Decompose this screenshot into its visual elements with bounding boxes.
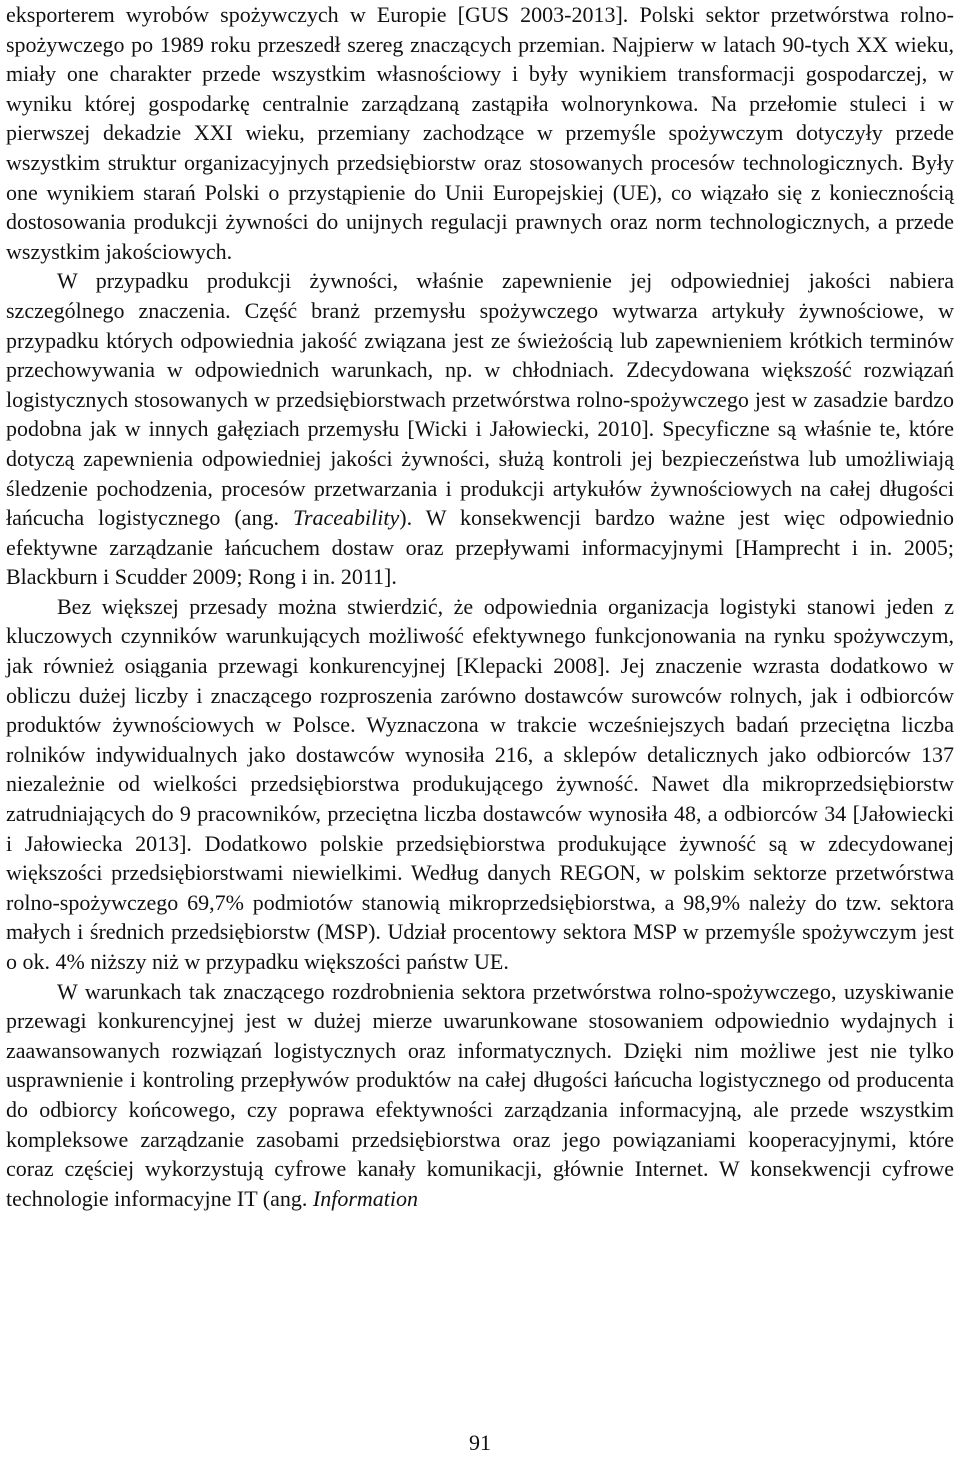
paragraph-4 bbox=[6, 977, 954, 1214]
paragraph-1 bbox=[6, 0, 954, 266]
document-page bbox=[6, 0, 954, 1213]
paragraph-3 bbox=[6, 592, 954, 977]
paragraph-2-term-traceability: Traceability bbox=[292, 505, 400, 531]
paragraph-4-term-information: Information bbox=[312, 1185, 418, 1211]
page-number: 91 bbox=[469, 1430, 491, 1455]
paragraph-1-text: eksporterem wyrobów spożywczych w Europie [GUS 2003-2013]. Polski sektor przetwórstwa rolno-spożywczego po 1989 roku przeszedł szereg znaczących przemian. Najpierw w latach 90-tych XX wieku, miały one charakter przede wszystkim własnościowy i były wynikiem transformacji gospodarczej, w wyniku której gospodarkę centralnie zarządzaną zastąpiła wolnorynkowa. Na przełomie stuleci i w pierwszej dekadzie XXI wieku, przemiany zachodzące w przemyśle spożywczym dotyczyły przede wszystkim struktur organizacyjnych przedsiębiorstw oraz stosowanych procesów technologicznych. Były one wynikiem starań Polski o przystąpienie do Unii Europejskiej (UE), co wiązało się z koniecznością dostosowania produkcji żywności do unijnych regulacji prawnych oraz norm technologicznych, a przede wszystkim jakościowych. bbox=[6, 2, 954, 264]
paragraph-4-text: W warunkach tak znaczącego rozdrobnienia sektora przetwórstwa rolno-spożywczego, uzyskiwanie przewagi konkurencyjnej jest w dużej mierze uwarunkowane stosowaniem odpowiednio wydajnych i zaawansowanych rozwiązań logistycznych oraz informatycznych. Dzięki nim możliwe jest nie tylko usprawnienie i kontroling przepływów produktów na całej długości łańcucha logistycznego od producenta do odbiorcy końcowego, czy poprawa efektywności zarządzania informacyjną, ale przede wszystkim kompleksowe zarządzanie zasobami przedsiębiorstwa oraz jego powiązaniami kooperacyjnymi, które coraz częściej wykorzystują cyfrowe kanały komunikacji, głównie Internet. W konsekwencji cyfrowe technologie informacyjne IT (ang. bbox=[6, 978, 954, 1211]
paragraph-2 bbox=[6, 266, 954, 592]
paragraph-2-text-a: W przypadku produkcji żywności, właśnie zapewnienie jej odpowiedniej jakości nabiera szczególnego znaczenia. Część branż przemysłu spożywczego wytwarza artykuły żywnościowe, w przypadku których odpowiednia jakość związana jest ze świeżością lub zapewnieniem krótkich terminów przechowywania w odpowiednich warunkach, np. w chłodniach. Zdecydowana większość rozwiązań logistycznych stosowanych w przedsiębiorstwach przetwórstwa rolno-spożywczego jest w zasadzie bardzo podobna jak w innych gałęziach przemysłu [Wicki i Jałowiecki, 2010]. Specyficzne są właśnie te, które dotyczą zapewnienia odpowiedniej jakości żywności, służą kontroli jej bezpieczeństwa lub umożliwiają śledzenie pochodzenia, procesów przetwarzania i produkcji artykułów żywnościowych na całej długości łańcucha logistycznego (ang. bbox=[6, 268, 954, 531]
paragraph-3-text: Bez większej przesady można stwierdzić, że odpowiednia organizacja logistyki stanowi jeden z kluczowych czynników warunkujących możliwość efektywnego funkcjonowania na rynku spożywczym, jak również osiągania przewagi konkurencyjnej [Klepacki 2008]. Jej znaczenie wzrasta dodatkowo w obliczu dużej liczby i znaczącego rozproszenia zarówno dostawców surowców rolnych, jak i odbiorców produktów żywnościowych w Polsce. Wyznaczona w trakcie wcześniejszych badań przeciętna liczba rolników indywidualnych jako dostawców wynosiła 216, a sklepów detalicznych jako odbiorców 137 niezależnie od wielkości przedsiębiorstwa produkującego żywność. Nawet dla mikroprzedsiębiorstw zatrudniających do 9 pracowników, przeciętna liczba dostawców wynosiła 48, a odbiorców 34 [Jałowiecki i Jałowiecka 2013]. Dodatkowo polskie przedsiębiorstwa produkujące żywność są w zdecydowanej większości przedsiębiorstwami niewielkimi. Według danych REGON, w polskim sektorze przetwórstwa rolno-spożywczego 69,7% podmiotów stanowią mikroprzedsiębiorstwa, a 98,9% należy do tzw. sektora małych i średnich przedsiębiorstw (MSP). Udział procentowy sektora MSP w przemyśle spożywczym jest o ok. 4% niższy niż w przypadku większości państw UE. bbox=[6, 593, 954, 974]
paragraph-2-text-b: ). W konsekwencji bardzo ważne jest więc odpowiednio efektywne zarządzanie łańcuchem dostaw oraz przepływami informacyjnymi [Hamprecht i in. 2005; Blackburn i Scudder 2009; Rong i in. 2011]. bbox=[6, 505, 954, 590]
